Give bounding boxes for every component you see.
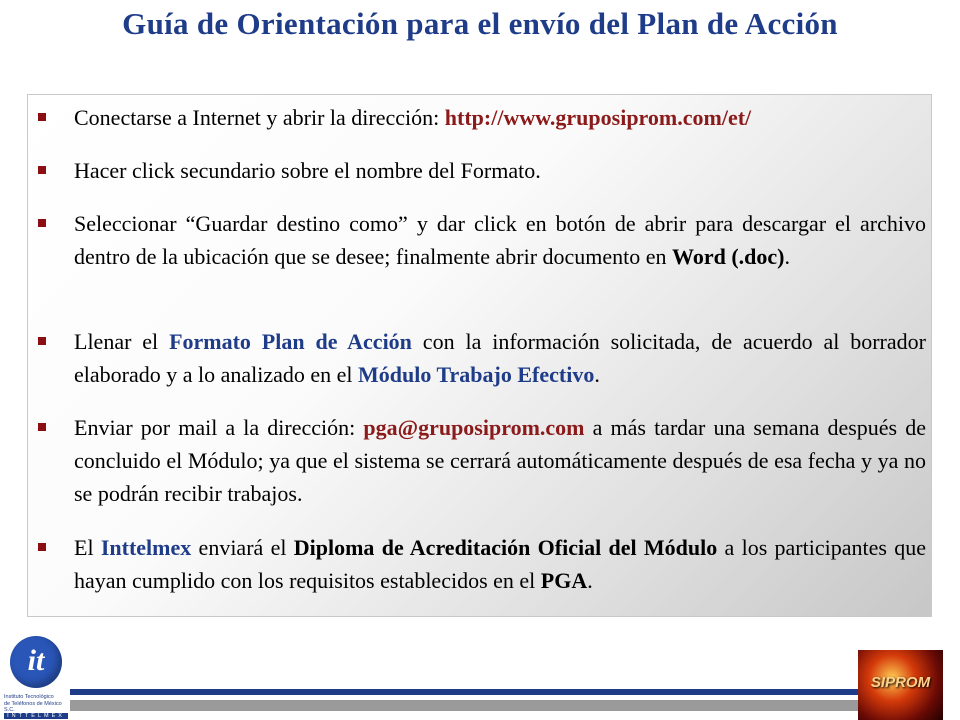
bullet-marker-icon (38, 337, 46, 345)
bullet-marker-icon (38, 543, 46, 551)
bullet-text: El Inttelmex enviará el Diploma de Acreditación Oficial del Módulo a los participantes que hayan cumplido con los requisitos establecidos en el PGA. (74, 535, 926, 593)
website-link[interactable]: http://www.gruposiprom.com/et/ (444, 105, 752, 130)
bullet-marker-icon (38, 166, 46, 174)
bullet-marker-icon (38, 423, 46, 431)
bullet-text: Enviar por mail a la dirección: pga@gruposiprom.com a más tardar una semana después de concluido el Módulo; ya que el sistema se cerrará automáticamente después de esa fecha y ya no se podrán recibir trabajos. (74, 415, 926, 506)
footer-divider-blue (70, 689, 860, 695)
inttelmex-logo (4, 634, 68, 720)
logo-brand: INTTELMEX (4, 713, 68, 719)
bullet-text: Conectarse a Internet y abrir la dirección: http://www.gruposiprom.com/et/ (74, 105, 752, 130)
siprom-logo-text: SIPROM (870, 674, 931, 691)
footer-divider-gray (70, 700, 860, 711)
bullet-marker-icon (38, 219, 46, 227)
logo-mark: it (27, 644, 45, 677)
logo-line-1: Instituto Tecnológico (4, 694, 54, 700)
content-box (27, 94, 932, 617)
siprom-logo (858, 650, 943, 720)
page-title: Guía de Orientación para el envío del Plan de Acción (122, 6, 838, 41)
bullet-text: Hacer click secundario sobre el nombre del Formato. (74, 158, 541, 183)
bullet-marker-icon (38, 113, 46, 121)
logo-line-2: de Teléfonos de México S.C. (4, 701, 62, 713)
bullet-text: Seleccionar “Guardar destino como” y dar click en botón de abrir para descargar el archivo dentro de la ubicación que se desee; finalmente abrir documento en Word (.doc). (74, 211, 926, 269)
email-link[interactable]: pga@gruposiprom.com (363, 415, 585, 440)
bullet-text: Llenar el Formato Plan de Acción con la información solicitada, de acuerdo al borrador elaborado y a lo analizado en el Módulo Trabajo Efectivo. (74, 329, 926, 387)
